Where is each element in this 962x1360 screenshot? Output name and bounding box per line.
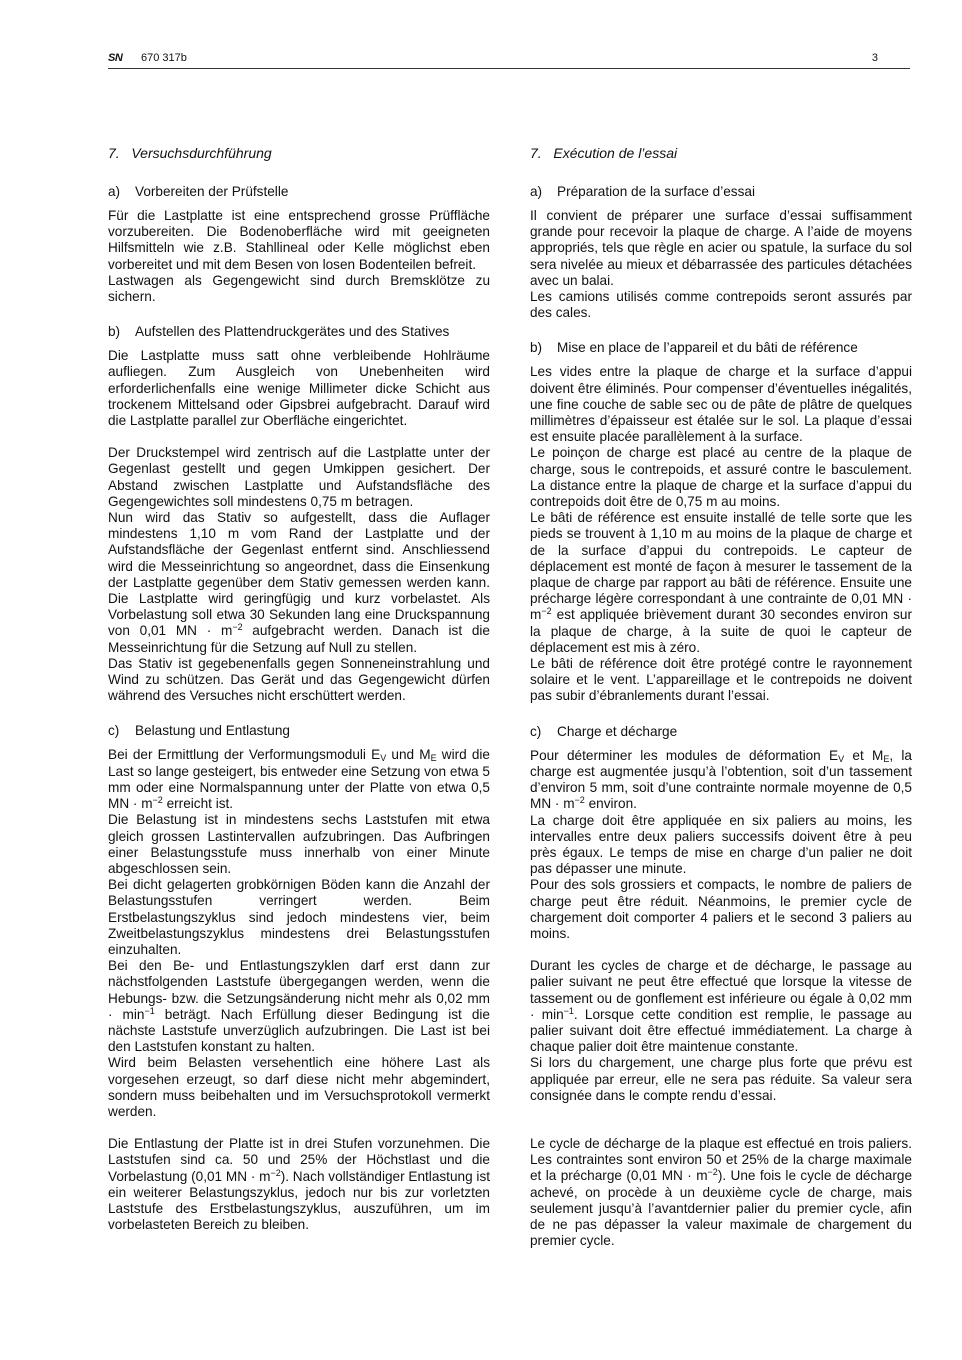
paragraph: Le poinçon de charge est placé au centre de la plaque de charge, sous le contrepoids, et assuré contre le basculement. La distance entre la plaque de charge et la surface d’appui du contrepoids doit être de 0,75 m au moins. xyxy=(530,445,912,510)
subsection-c xyxy=(530,724,912,1250)
paragraph: Le bâti de référence doit être protégé contre le rayonnement solaire et le vent. L’appareillage et le contrepoids ne doivent pas subir d’ébranlements durant l’essai. xyxy=(530,656,912,704)
paragraph: Pour déterminer les modules de déformation $E_V$ et $M_E$, la charge est augmentée jusqu’à l’obtention, soit d’un tassement d’environ 5 mm, soit d’une contrainte normale moyenne de 0,5 MN · $m^{-2}$ environ. xyxy=(530,747,912,812)
french-column xyxy=(530,145,912,1268)
paragraph: Der Druckstempel wird zentrisch auf die Lastplatte unter der Gegenlast gestellt und gegen Umkippen gesichert. Der Abstand zwischen Lastplatte und Aufstandsfläche des Gegengewichtes soll mindestens 0,75 m betragen. xyxy=(108,445,490,509)
paragraph: Si lors du chargement, une charge plus forte que prévu est appliquée par erreur, elle ne sera pas réduite. Sa valeur sera consignée dans le compte rendu d’essai. xyxy=(530,1055,912,1103)
section-heading: 7. Exécution de l’essai xyxy=(530,145,678,161)
paragraph: Die Belastung ist in mindestens sechs Laststufen mit etwa gleich grossen Lastintervallen aufzubringen. Das Aufbringen einer Belastungsstufe muss innerhalb von einer Minute abgeschlossen sein. xyxy=(108,812,490,876)
paragraph: Lastwagen als Gegengewicht sind durch Bremsklötze zu sichern. xyxy=(108,272,490,305)
page-number: 3 xyxy=(871,52,878,64)
header-rule xyxy=(108,68,910,69)
paragraph: Die Lastplatte muss satt ohne verbleibende Hohlräume aufliegen. Zum Ausgleich von Unebenheiten wird erforderlichenfalls eine wenige Millimeter dicke Schicht aus trockenem Mittelsand oder Gipsbrei aufgebracht. Darauf wird die Lastplatte parallel zur Oberfläche eingerichtet. xyxy=(108,348,490,429)
subsection-title: b) Mise en place de l’appareil et du bâti de référence xyxy=(530,340,858,356)
subsection-title: c) Belastung und Entlastung xyxy=(108,723,290,739)
subsection-b xyxy=(530,340,912,704)
paragraph: Le bâti de référence est ensuite installé de telle sorte que les pieds se trouvent à 1,10 m au moins de la plaque de charge et de la surface d’appui du contrepoids. Le capteur de déplacement est monté de façon à mesurer le tassement de la plaque de charge par rapport au bâti de référence. Ensuite une précharge légère correspondant à une contrainte de 0,01 MN · $m^{-2}$ est appliquée brièvement durant 30 secondes environ sur la plaque de charge, à la suite de quoi le capteur de déplacement est mis à zéro. xyxy=(530,510,912,655)
paragraph: Il convient de préparer une surface d’essai suffisamment grande pour recevoir la plaque de charge. A l’aide de moyens appropriés, tels que règle en acier ou spatule, la surface du sol sera nivelée au mieux et débarrassée des particules détachées avec un balai. xyxy=(530,208,912,288)
subsection-title: a) Vorbereiten der Prüfstelle xyxy=(108,184,289,199)
subsection-a xyxy=(530,184,912,321)
paragraph: Für die Lastplatte ist eine entsprechend grosse Prüffläche vorzubereiten. Die Bodenoberfläche wird mit geeigneten Hilfsmitteln wie z.B. Stahllineal oder Kelle möglichst eben vorbereitet und mit dem Besen von losen Bodenteilen befreit. xyxy=(108,208,490,272)
paragraph: Durant les cycles de charge et de décharge, le passage au palier suivant ne peut être effectué que lorsque la vitesse de tassement ou de gonflement est inférieure ou égale à 0,02 mm · $\min^{-1}$. Lorsque cette condition est remplie, le passage au palier suivant doit être effectué immédiatement. La charge à chaque palier doit être maintenue constante. xyxy=(530,958,912,1055)
paragraph: Les vides entre la plaque de charge et la surface d’appui doivent être éliminés. Pour compenser d’éventuelles inégalités, une fine couche de sable sec ou de pâte de plâtre de quelques millimètres d’épaisseur est étalée sur le sol. La plaque d’essai est ensuite placée parallèlement à la surface. xyxy=(530,364,912,445)
subsection-c xyxy=(108,723,490,1233)
paragraph: Le cycle de décharge de la plaque est effectué en trois paliers. Les contraintes sont environ 50 et 25% de la charge maximale et la précharge (0,01 MN · $m^{-2}$). Une fois le cycle de décharge achevé, on procède à un deuxième cycle de charge, mais seulement jusqu’à l’avantdernier palier du premier cycle, afin de ne pas dépasser la valeur maximale de chargement du premier cycle. xyxy=(530,1135,912,1249)
standard-logo: SN xyxy=(108,52,123,64)
subsection-title: b) Aufstellen des Plattendruckgerätes und des Statives xyxy=(108,324,450,340)
paragraph: Die Entlastung der Platte ist in drei Stufen vorzunehmen. Die Laststufen sind ca. 50 und 25% der Höchstlast und die Vorbelastung (0,01 MN · $m^{-2}$). Nach vollständiger Entlastung ist ein weiterer Belastungszyklus, jedoch nur bis zur vorletzten Laststufe des Erstbelastungszyklus, auszuführen, um im vorbelasteten Bereich zu bleiben. xyxy=(108,1136,491,1233)
german-column xyxy=(108,145,490,1252)
section-heading: 7. Versuchsdurchführung xyxy=(108,145,272,161)
subsection-title: a) Préparation de la surface d’essai xyxy=(530,184,755,199)
subsection-a xyxy=(108,184,490,305)
subsection-title: c) Charge et décharge xyxy=(530,723,678,739)
paragraph: Bei dicht gelagerten grobkörnigen Böden kann die Anzahl der Belastungsstufen verringert werden. Beim Erstbelastungszyklus sind jedoch mindestens vier, beim Zweitbelastungszyklus mindestens drei Belastungsstufen einzuhalten. xyxy=(108,877,490,957)
subsection-b xyxy=(108,324,490,704)
paragraph: Les camions utilisés comme contrepoids seront assurés par des cales. xyxy=(530,289,912,321)
paragraph: La charge doit être appliquée en six paliers au moins, les intervalles entre deux paliers successifs doivent être à peu près égaux. Le temps de mise en charge d’un palier ne doit pas dépasser une minute. xyxy=(530,812,912,877)
paragraph: Bei den Be- und Entlastungszyklen darf erst dann zur nächstfolgenden Laststufe übergegangen werden, wenn die Hebungs- bzw. die Setzungsänderung nicht mehr als 0,02 mm · $\min^{-1}$ beträgt. Nach Erfüllung dieser Bedingung ist die nächste Laststufe unverzüglich aufzubringen. Die Last ist bei den Laststufen konstant zu halten. xyxy=(108,958,490,1055)
paragraph: Wird beim Belasten versehentlich eine höhere Last als vorgesehen erzeugt, so darf diese nicht mehr abgemindert, sondern muss beibehalten und im Versuchsprotokoll vermerkt werden. xyxy=(108,1055,490,1119)
paragraph: Bei der Ermittlung der Verformungsmoduli $E_V$ und $M_E$ wird die Last so lange gesteigert, bis entweder eine Setzung von etwa 5 mm oder eine Normalspannung unter der Platte von etwa 0,5 MN · $m^{-2}$ erreicht ist. xyxy=(108,747,490,812)
paragraph: Das Stativ ist gegebenenfalls gegen Sonneneinstrahlung und Wind zu schützen. Das Gerät und das Gegengewicht dürfen während des Versuches nicht erschüttert werden. xyxy=(108,655,490,704)
paragraph: Pour des sols grossiers et compacts, le nombre de paliers de charge peut être réduit. Néanmoins, le premier cycle de chargement doit comporter 4 paliers et le second 3 paliers au moins. xyxy=(530,877,912,941)
document-number: 670 317b xyxy=(141,52,187,64)
paragraph: Nun wird das Stativ so aufgestellt, dass die Auflager mindestens 1,10 m vom Rand der Lastplatte und der Aufstandsfläche der Gegenlast entfernt sind. Anschliessend wird die Messeinrichtung so angeordnet, dass die Einsenkung der Lastplatte gegenüber dem Stativ gemessen werden kann. Die Lastplatte wird geringfügig und kurz vorbelastet. Als Vorbelastung soll etwa 30 Sekunden lang eine Druckspannung von 0,01 MN · $m^{-2}$ aufgebracht werden. Danach ist die Messeinrichtung für die Setzung auf Null zu stellen. xyxy=(108,510,490,655)
